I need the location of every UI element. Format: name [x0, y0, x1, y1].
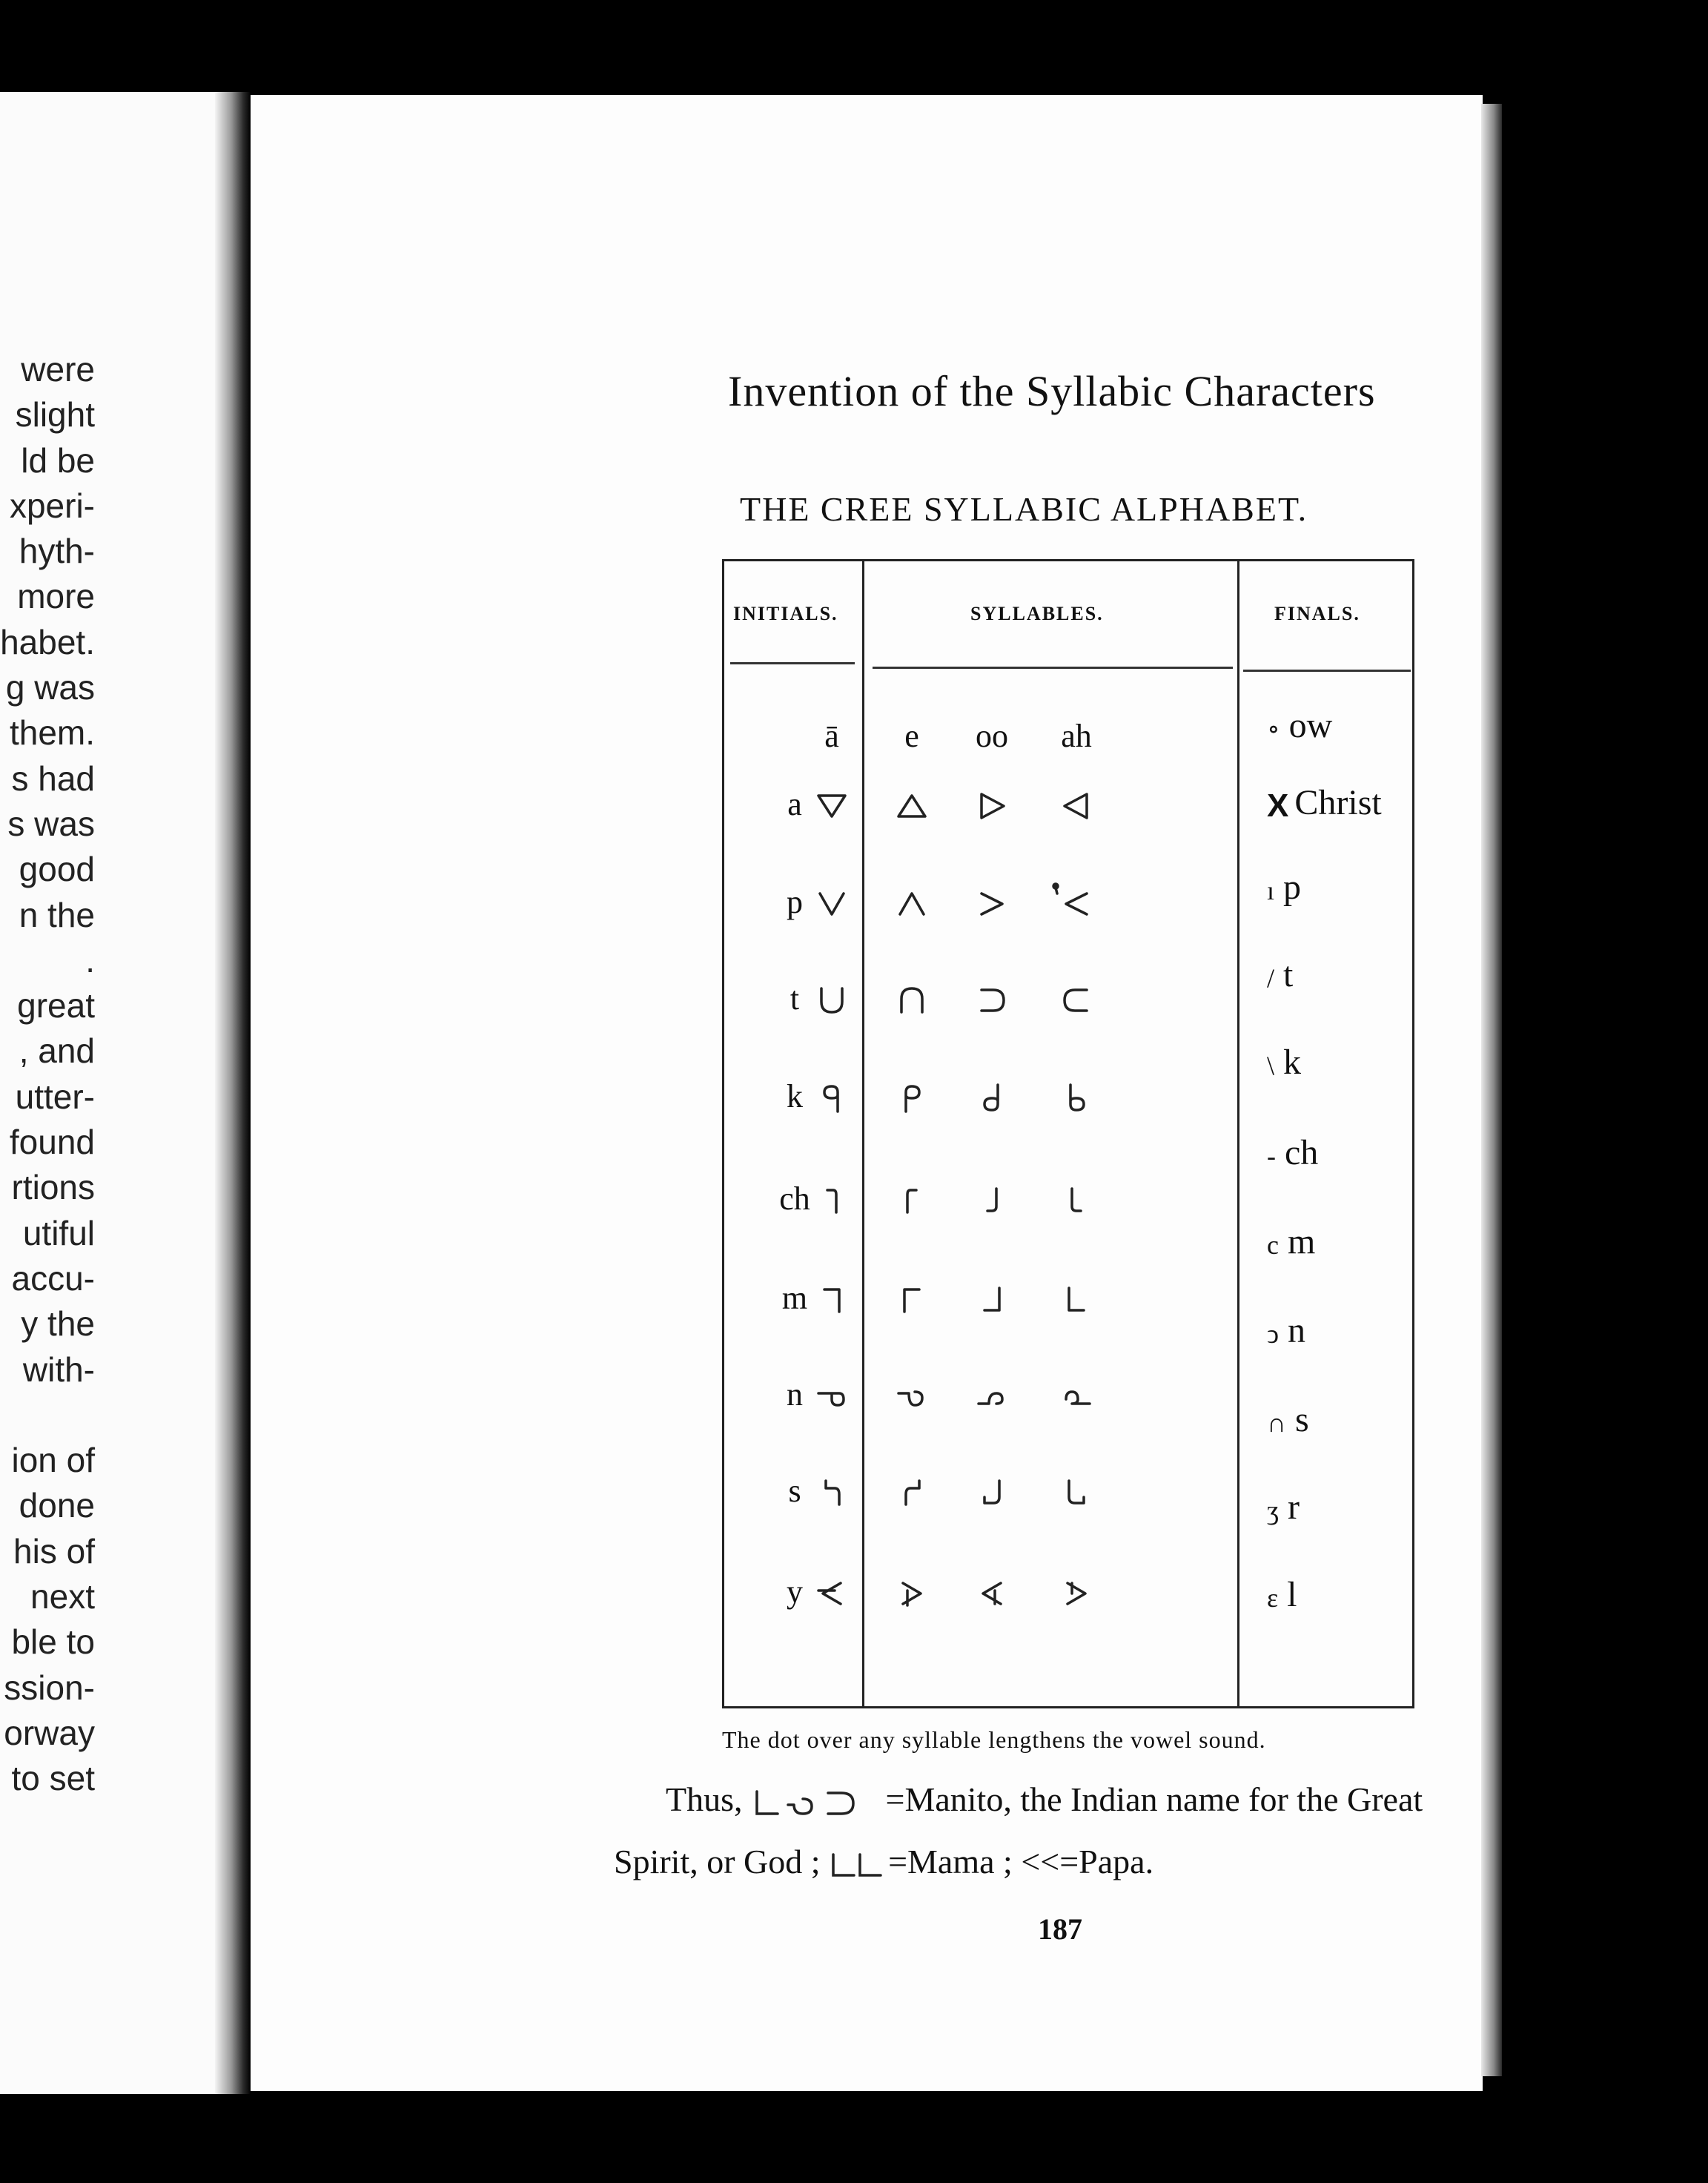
- syllable-glyph-y-2: [983, 1583, 1001, 1604]
- left-page-line: next: [30, 1577, 95, 1616]
- final-entry: [1267, 954, 1293, 995]
- small-reversed-c-icon: ↄ: [1267, 1318, 1279, 1349]
- small-c-icon: c: [1267, 1229, 1279, 1260]
- mama-text: =Mama ;: [888, 1843, 1013, 1880]
- left-page-text: [0, 347, 95, 1802]
- syllable-glyph-y-1: [903, 1583, 921, 1605]
- final-label: r: [1287, 1487, 1300, 1527]
- syllable-glyph-p-3: [1056, 888, 1087, 914]
- syllable-glyph-n-0: [818, 1393, 844, 1405]
- page-number: 187: [1038, 1912, 1082, 1946]
- initial-label: m: [781, 1280, 808, 1316]
- left-page-line: xperi-: [9, 486, 95, 525]
- backslash-tick-icon: \: [1267, 1050, 1275, 1080]
- syllable-glyph-a-2: [982, 794, 1004, 818]
- syllable-glyph-ch-1: [907, 1190, 916, 1212]
- final-entry: [1267, 705, 1332, 746]
- left-page-line: ld be: [21, 440, 95, 480]
- syllable-glyph-p-0: [820, 894, 844, 914]
- syllable-glyph-k-3: [1070, 1085, 1084, 1110]
- vowel-header: e: [904, 718, 919, 754]
- cree-syllabic-table: [722, 559, 1414, 1708]
- left-page-line: slight: [15, 395, 95, 435]
- x-mark-icon: X: [1267, 787, 1289, 824]
- left-page-line: rtions: [11, 1168, 95, 1207]
- syllable-glyph-t-3: [1065, 990, 1087, 1011]
- final-label: l: [1287, 1575, 1297, 1614]
- syllable-glyph-y-0: [818, 1583, 841, 1604]
- syllable-glyph-m-0: [824, 1289, 839, 1312]
- left-page-line: habet.: [0, 622, 95, 661]
- final-entry: [1267, 1221, 1315, 1262]
- left-page-line: with-: [22, 1350, 95, 1389]
- final-label: m: [1287, 1222, 1316, 1261]
- left-page-line: orway: [4, 1713, 95, 1752]
- syllables-header: SYLLABLES.: [970, 603, 1104, 624]
- left-page-line: ion of: [11, 1441, 95, 1480]
- book-gutter: [215, 92, 251, 2094]
- final-entry: [1267, 867, 1301, 908]
- left-page-line: n the: [19, 895, 95, 934]
- finals-header: FINALS.: [1274, 603, 1360, 624]
- example-line: [614, 1842, 1153, 1881]
- syllable-glyph-ch-0: [827, 1190, 836, 1212]
- initial-label: p: [787, 884, 803, 920]
- final-label: ch: [1285, 1133, 1319, 1172]
- final-entry: [1267, 1042, 1301, 1083]
- vertical-tick-icon: ı: [1267, 875, 1275, 905]
- syllable-glyph-a-3: [1065, 794, 1087, 818]
- example-suffix: =Manito, the Indian name for the Great: [885, 1780, 1423, 1818]
- example-line: [666, 1780, 1423, 1821]
- left-page-line: done: [19, 1486, 95, 1525]
- book-page: [251, 95, 1483, 2091]
- syllable-glyph-t-1: [901, 988, 922, 1012]
- initials-header: INITIALS.: [733, 603, 838, 624]
- left-page-line: great: [17, 986, 95, 1026]
- syllable-glyph-n-2: [979, 1393, 1002, 1404]
- final-entry: [1267, 1487, 1300, 1528]
- initial-label: t: [790, 980, 800, 1017]
- left-page-line: hyth-: [19, 532, 95, 571]
- left-page-line: good: [19, 850, 95, 889]
- left-page-line: found: [9, 1123, 95, 1162]
- example-prefix: Spirit, or God ;: [614, 1843, 821, 1880]
- final-entry: [1267, 1574, 1297, 1615]
- left-page-line: g was: [5, 668, 95, 707]
- manito-syllabics-icon: [751, 1784, 877, 1821]
- vowel-header: ā: [824, 718, 839, 754]
- syllable-glyph-s-3: [1069, 1481, 1084, 1503]
- left-page-line: them.: [9, 713, 95, 753]
- final-entry: [1267, 1132, 1318, 1173]
- syllable-glyph-a-0: [818, 796, 845, 816]
- left-page-line: [0, 1393, 95, 1438]
- initial-label: s: [788, 1473, 801, 1509]
- vowel-header: oo: [976, 718, 1008, 754]
- left-page-line: more: [17, 577, 95, 616]
- final-entry: [1267, 1399, 1309, 1440]
- final-entry: [1267, 1310, 1305, 1351]
- small-arch-icon: ∩: [1267, 1407, 1286, 1438]
- syllable-glyph-m-1: [904, 1289, 919, 1312]
- syllable-glyph-s-2: [984, 1481, 999, 1503]
- final-label: n: [1287, 1311, 1305, 1350]
- table-title: THE CREE SYLLABIC ALPHABET.: [740, 490, 1308, 528]
- dash-icon: -: [1267, 1140, 1276, 1171]
- final-label: k: [1283, 1043, 1302, 1082]
- slash-tick-icon: /: [1267, 962, 1275, 993]
- left-page-line: y the: [21, 1304, 95, 1344]
- syllable-glyph-y-3: [1068, 1583, 1085, 1604]
- syllable-glyph-m-3: [1069, 1288, 1084, 1310]
- mama-syllabics-icon: [829, 1849, 888, 1881]
- final-label: p: [1283, 868, 1302, 907]
- initial-label: n: [787, 1376, 803, 1413]
- final-label: s: [1295, 1400, 1309, 1439]
- initial-label: y: [787, 1573, 803, 1610]
- syllable-glyph-t-2: [982, 990, 1004, 1011]
- running-head: Invention of the Syllabic Characters: [728, 367, 1376, 415]
- example-prefix: Thus,: [666, 1780, 743, 1818]
- left-page-line: were: [21, 350, 95, 389]
- syllable-glyph-t-0: [821, 988, 842, 1012]
- papa-syllabics: <<: [1021, 1843, 1060, 1880]
- final-label: Christ: [1294, 783, 1382, 822]
- syllable-glyph-p-1: [900, 894, 924, 914]
- syllable-glyph-ch-2: [987, 1189, 996, 1211]
- left-page-line: ble to: [11, 1622, 95, 1662]
- final-label: t: [1283, 955, 1294, 994]
- initial-label: k: [787, 1078, 803, 1114]
- syllable-glyph-n-1: [898, 1392, 922, 1405]
- left-page-line: accu-: [11, 1258, 95, 1298]
- syllable-glyph-a-1: [898, 796, 925, 816]
- small-ezh-icon: ʒ: [1267, 1495, 1279, 1525]
- vowel-header: ah: [1061, 718, 1092, 754]
- syllable-glyph-k-2: [984, 1085, 998, 1110]
- syllable-glyph-s-1: [906, 1481, 919, 1505]
- syllable-glyph-k-0: [824, 1086, 838, 1112]
- syllable-glyph-m-2: [984, 1288, 999, 1310]
- syllable-glyph-ch-3: [1072, 1189, 1081, 1211]
- small-epsilon-icon: ɛ: [1267, 1582, 1279, 1613]
- papa-text: =Papa.: [1059, 1843, 1154, 1880]
- final-label: ow: [1288, 706, 1333, 745]
- left-page-line: to set: [11, 1759, 95, 1798]
- final-entry: [1267, 782, 1382, 825]
- left-page-line: s was: [7, 804, 95, 843]
- length-dot: [1053, 884, 1058, 888]
- initial-label: ch: [779, 1180, 810, 1217]
- left-page-line: ssion-: [4, 1668, 95, 1707]
- syllable-glyph-n-3: [1066, 1392, 1090, 1404]
- left-page-line: , and: [19, 1031, 95, 1071]
- footnote: The dot over any syllable lengthens the vowel sound.: [722, 1726, 1266, 1753]
- initial-label: a: [787, 786, 802, 822]
- left-page-line: utter-: [15, 1077, 95, 1116]
- left-page-line: his of: [13, 1531, 95, 1571]
- syllable-glyph-p-2: [982, 894, 1002, 914]
- small-circle-icon: ∘: [1267, 713, 1280, 744]
- left-page-line: s had: [11, 759, 95, 798]
- syllable-glyph-k-1: [906, 1086, 919, 1112]
- page-edge: [1481, 104, 1502, 2076]
- left-page-line: .: [85, 940, 95, 980]
- left-page-line: utiful: [22, 1213, 95, 1252]
- syllable-glyph-s-0: [826, 1481, 839, 1505]
